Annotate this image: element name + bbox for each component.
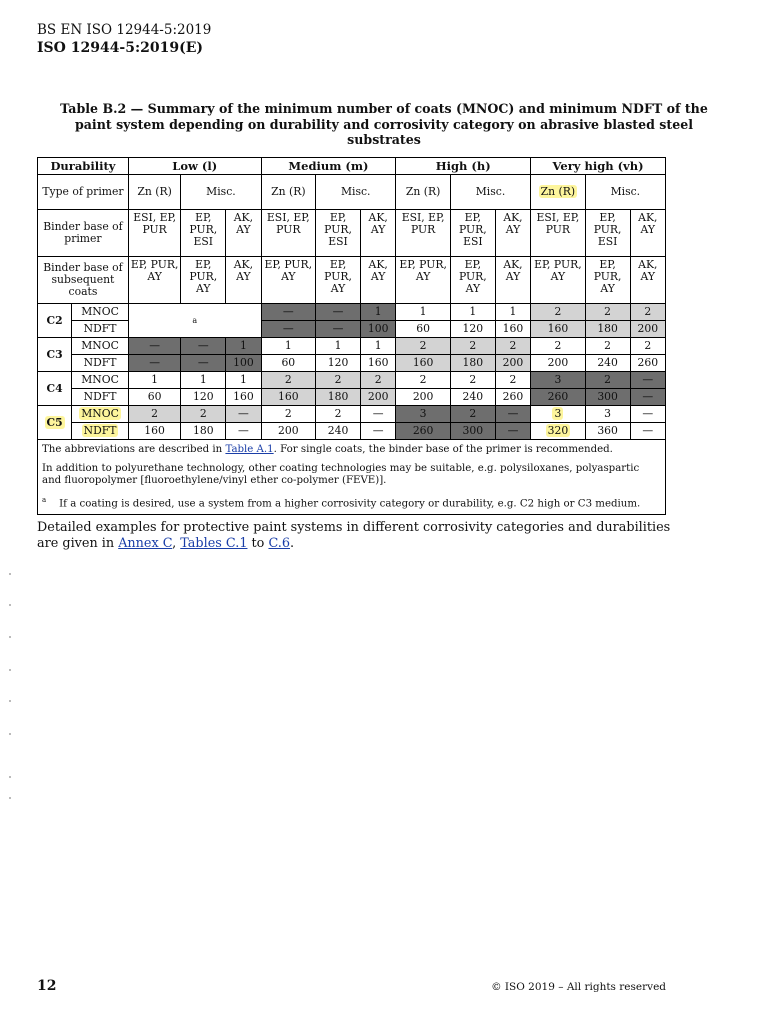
c4-mnoc-cell: 2 [316, 372, 361, 389]
binder-subsequent-cell: AK, AY [495, 257, 530, 304]
c4-ndft-cell: 260 [495, 389, 530, 406]
highlight-mark: Zn (R) [540, 185, 576, 198]
type-of-primer-label: Type of primer [38, 175, 129, 210]
c5-mnoc-cell: 2 [181, 406, 226, 423]
c4-mnoc-cell: 3 [531, 372, 586, 389]
binder-primer-cell: EP, PUR, ESI [450, 210, 495, 257]
c5-ndft-cell: — [495, 423, 530, 440]
ndft-label: NDFT [72, 355, 129, 372]
mnoc-label: MNOC [72, 304, 129, 321]
category-c2: C2 [38, 304, 72, 338]
header-iso-reference: ISO 12944-5:2019(E) [37, 40, 204, 56]
margin-mark [9, 669, 11, 671]
c5-mnoc-cell: 2 [261, 406, 316, 423]
binder-primer-cell: EP, PUR, ESI [585, 210, 630, 257]
c2-ndft-cell: 120 [450, 321, 495, 338]
binder-primer-cell: ESI, EP, PUR [396, 210, 451, 257]
c2-mnoc-cell: 2 [531, 304, 586, 321]
c5-ndft-cell: 180 [181, 423, 226, 440]
c3-ndft-cell: 240 [585, 355, 630, 372]
binder-subsequent-cell: AK, AY [226, 257, 261, 304]
c2-ndft-cell: 100 [361, 321, 396, 338]
mnoc-label: MNOC [72, 372, 129, 389]
binder-primer-cell: ESI, EP, PUR [261, 210, 316, 257]
binder-subsequent-cell: EP, PUR, AY [261, 257, 316, 304]
c3-ndft-cell: 60 [261, 355, 316, 372]
c2-mnoc-cell: 1 [361, 304, 396, 321]
c2-ndft-cell: 60 [396, 321, 451, 338]
binder-subsequent-cell: AK, AY [630, 257, 665, 304]
c2-mnoc-cell: 1 [495, 304, 530, 321]
highlight-mark: C5 [46, 415, 63, 429]
primer-type-cell: Zn (R) [261, 175, 316, 210]
binder-primer-cell: ESI, EP, PUR [128, 210, 180, 257]
c5-ndft-cell: — [630, 423, 665, 440]
margin-mark [9, 573, 11, 575]
c4-ndft-cell: 160 [261, 389, 316, 406]
category-c3: C3 [38, 338, 72, 372]
c4-mnoc-cell: — [630, 372, 665, 389]
c3-mnoc-cell: 2 [450, 338, 495, 355]
c5-ndft-cell-highlighted [531, 423, 586, 440]
c4-ndft-cell: 160 [226, 389, 261, 406]
c5-mnoc-cell: 2 [316, 406, 361, 423]
footnote-text: If a coating is desired, use a system from a higher corrosivity category or durability, e.g. C2 high or C3 medium. [59, 497, 641, 509]
table-caption: Table B.2 — Summary of the minimum number of coats (MNOC) and minimum NDFT of the paint system depending on durability and corrosivity category on abrasive blasted steel substrates [60, 101, 708, 147]
c2-mnoc-cell: 1 [396, 304, 451, 321]
binder-subsequent-cell: EP, PUR, AY [128, 257, 180, 304]
c3-ndft-cell: 160 [396, 355, 451, 372]
c4-mnoc-cell: 2 [585, 372, 630, 389]
c4-ndft-cell: 120 [181, 389, 226, 406]
highlight-mark: MNOC [81, 407, 119, 420]
margin-mark [9, 733, 11, 735]
c3-mnoc-cell: 1 [316, 338, 361, 355]
c5-ndft-cell: 200 [261, 423, 316, 440]
c5-mnoc-cell: — [226, 406, 261, 423]
binder-primer-cell: AK, AY [630, 210, 665, 257]
table-notes [38, 440, 666, 515]
c4-mnoc-cell: 2 [495, 372, 530, 389]
c2-mnoc-cell: 1 [450, 304, 495, 321]
durability-very-high: Very high (vh) [531, 158, 666, 175]
c5-ndft-cell: 160 [128, 423, 180, 440]
paragraph-text: , [172, 536, 181, 551]
c5-ndft-cell: — [361, 423, 396, 440]
binder-primer-cell: ESI, EP, PUR [531, 210, 586, 257]
c3-mnoc-cell: 1 [261, 338, 316, 355]
c4-ndft-cell: 200 [396, 389, 451, 406]
note-text: The abbreviations are described in [42, 444, 226, 455]
c3-ndft-cell: 120 [316, 355, 361, 372]
c5-ndft-cell: 240 [316, 423, 361, 440]
durability-low: Low (l) [128, 158, 261, 175]
durability-label: Durability [38, 158, 129, 175]
c5-mnoc-cell-highlighted [531, 406, 586, 423]
note-technologies: In addition to polyurethane technology, other coating technologies may be suitable, e.g. polysiloxanes, polyaspartic and fluoropolymer [fluoroethylene/vinyl ether co-polymer (FEVE)]. [42, 462, 640, 486]
category-c5 [38, 406, 72, 440]
link-annex-c[interactable]: Annex C [118, 536, 173, 551]
highlight-mark: 320 [547, 424, 569, 437]
c3-mnoc-cell: 2 [495, 338, 530, 355]
c3-mnoc-cell: 2 [396, 338, 451, 355]
margin-mark [9, 797, 11, 799]
binder-subsequent-cell: AK, AY [361, 257, 396, 304]
footnote-a-cell: a [128, 304, 261, 338]
c2-ndft-cell: 160 [531, 321, 586, 338]
footnote-a [42, 494, 661, 511]
binder-subsequent-cell: EP, PUR, AY [450, 257, 495, 304]
binder-subsequent-cell: EP, PUR, AY [531, 257, 586, 304]
binder-primer-cell: EP, PUR, ESI [316, 210, 361, 257]
c2-mnoc-cell: — [261, 304, 316, 321]
link-c6[interactable]: C.6 [268, 536, 290, 551]
c4-mnoc-cell: 1 [128, 372, 180, 389]
link-tables-c1[interactable]: Tables C.1 [180, 536, 248, 551]
c4-ndft-cell: 260 [531, 389, 586, 406]
paragraph-text: Detailed examples for protective paint systems in different corrosivity categories and durabilities are given in [37, 520, 671, 551]
ndft-label [72, 423, 129, 440]
c5-ndft-cell: 260 [396, 423, 451, 440]
c2-ndft-cell: 200 [630, 321, 665, 338]
c2-ndft-cell: 160 [495, 321, 530, 338]
c3-mnoc-cell: — [181, 338, 226, 355]
c5-mnoc-cell: — [495, 406, 530, 423]
highlight-mark: 3 [554, 407, 562, 420]
c3-ndft-cell: 200 [495, 355, 530, 372]
c5-mnoc-cell: 3 [585, 406, 630, 423]
paragraph-text: . [290, 536, 295, 551]
c4-mnoc-cell: 2 [450, 372, 495, 389]
c4-mnoc-cell: 2 [261, 372, 316, 389]
c4-mnoc-cell: 1 [226, 372, 261, 389]
note-abbreviations [42, 444, 661, 457]
binder-subsequent-cell: EP, PUR, AY [585, 257, 630, 304]
c2-mnoc-cell: — [316, 304, 361, 321]
binder-primer-label: Binder base of primer [38, 210, 129, 257]
c5-mnoc-cell: 2 [450, 406, 495, 423]
category-c4: C4 [38, 372, 72, 406]
margin-mark [9, 604, 11, 606]
c2-mnoc-cell: 2 [630, 304, 665, 321]
binder-subsequent-label: Binder base of subsequent coats [38, 257, 129, 304]
c2-ndft-cell: — [316, 321, 361, 338]
c5-ndft-cell: 360 [585, 423, 630, 440]
c3-mnoc-cell: 1 [361, 338, 396, 355]
primer-type-cell-highlighted [531, 175, 586, 210]
c5-ndft-cell: — [226, 423, 261, 440]
c3-ndft-cell: — [181, 355, 226, 372]
coating-summary-table [37, 157, 666, 515]
binder-primer-cell: EP, PUR, ESI [181, 210, 226, 257]
c3-ndft-cell: 160 [361, 355, 396, 372]
binder-primer-cell: AK, AY [495, 210, 530, 257]
c4-mnoc-cell: 1 [181, 372, 226, 389]
margin-mark [9, 776, 11, 778]
durability-high: High (h) [396, 158, 531, 175]
c3-mnoc-cell: — [128, 338, 180, 355]
c3-mnoc-cell: 2 [531, 338, 586, 355]
c2-mnoc-cell: 2 [585, 304, 630, 321]
binder-subsequent-cell: EP, PUR, AY [316, 257, 361, 304]
c3-mnoc-cell: 2 [630, 338, 665, 355]
c2-ndft-cell: 180 [585, 321, 630, 338]
primer-type-cell: Misc. [450, 175, 530, 210]
mnoc-label: MNOC [72, 338, 129, 355]
c5-ndft-cell: 300 [450, 423, 495, 440]
highlight-mark: NDFT [83, 424, 117, 437]
primer-type-cell: Zn (R) [396, 175, 451, 210]
primer-type-cell: Zn (R) [128, 175, 180, 210]
c3-mnoc-cell: 2 [585, 338, 630, 355]
c5-mnoc-cell: — [361, 406, 396, 423]
binder-subsequent-cell: EP, PUR, AY [396, 257, 451, 304]
c3-ndft-cell: 180 [450, 355, 495, 372]
c3-mnoc-cell: 1 [226, 338, 261, 355]
c3-ndft-cell: — [128, 355, 180, 372]
durability-medium: Medium (m) [261, 158, 396, 175]
c3-ndft-cell: 200 [531, 355, 586, 372]
c4-ndft-cell: 300 [585, 389, 630, 406]
ndft-label: NDFT [72, 321, 129, 338]
c4-ndft-cell: 200 [361, 389, 396, 406]
binder-primer-cell: AK, AY [361, 210, 396, 257]
c5-mnoc-cell: — [630, 406, 665, 423]
c4-ndft-cell: 180 [316, 389, 361, 406]
primer-type-cell: Misc. [585, 175, 665, 210]
copyright-notice: © ISO 2019 – All rights reserved [491, 981, 666, 993]
margin-mark [9, 636, 11, 638]
c5-mnoc-cell: 3 [396, 406, 451, 423]
footnote-marker: a [42, 495, 47, 504]
paragraph-text: to [247, 536, 269, 551]
c4-ndft-cell: 60 [128, 389, 180, 406]
c4-ndft-cell: — [630, 389, 665, 406]
c4-mnoc-cell: 2 [396, 372, 451, 389]
c5-mnoc-cell: 2 [128, 406, 180, 423]
body-paragraph [37, 520, 677, 552]
binder-primer-cell: AK, AY [226, 210, 261, 257]
page-number: 12 [37, 978, 57, 994]
binder-subsequent-cell: EP, PUR, AY [181, 257, 226, 304]
ndft-label: NDFT [72, 389, 129, 406]
c4-mnoc-cell: 2 [361, 372, 396, 389]
c3-ndft-cell: 100 [226, 355, 261, 372]
link-table-a1[interactable]: Table A.1 [225, 444, 274, 455]
c2-ndft-cell: — [261, 321, 316, 338]
c3-ndft-cell: 260 [630, 355, 665, 372]
margin-mark [9, 700, 11, 702]
primer-type-cell: Misc. [316, 175, 396, 210]
c4-ndft-cell: 240 [450, 389, 495, 406]
header-standard: BS EN ISO 12944-5:2019 [37, 22, 212, 38]
note-text: . For single coats, the binder base of the primer is recommended. [273, 444, 613, 455]
mnoc-label [72, 406, 129, 423]
primer-type-cell: Misc. [181, 175, 261, 210]
